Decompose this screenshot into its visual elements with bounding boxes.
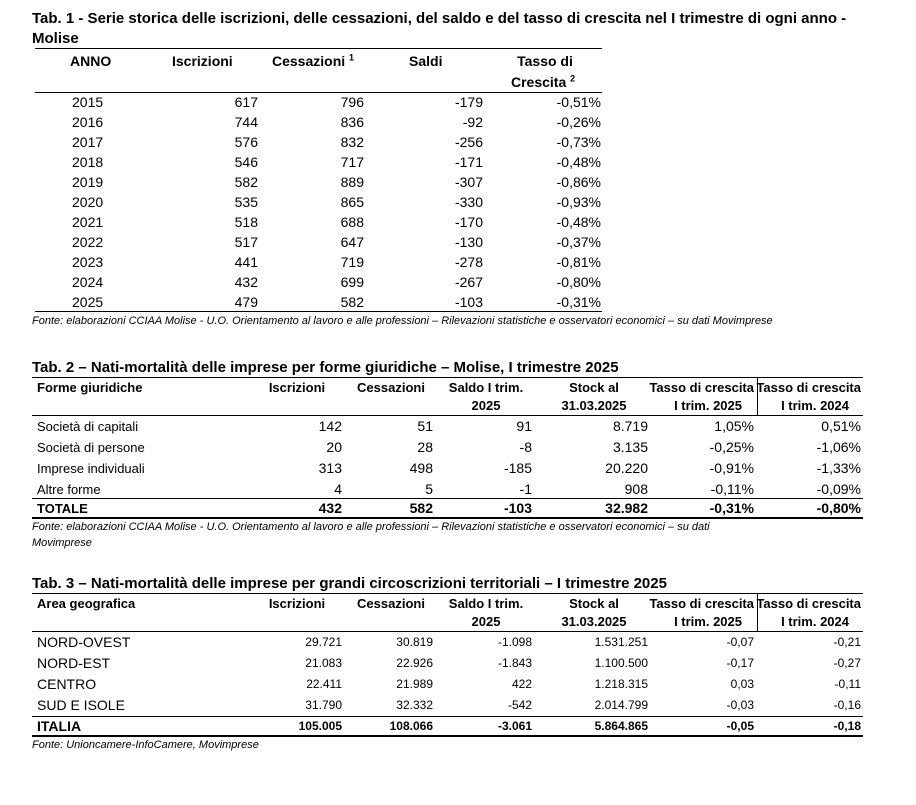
table1-cell-tasso: -0,81% bbox=[556, 254, 601, 270]
table3-header-saldo-line2: 2025 bbox=[471, 614, 501, 629]
table2-cell-tasso-2025: -0,11% bbox=[710, 481, 754, 497]
table3-cell-label: SUD E ISOLE bbox=[37, 697, 125, 713]
table2-cell-stock: 8.719 bbox=[612, 418, 648, 434]
table3-header-iscrizioni: Iscrizioni bbox=[268, 596, 326, 611]
table2-cell-label: Imprese individuali bbox=[37, 461, 145, 476]
table3-cell-cessazioni: 32.332 bbox=[396, 698, 433, 712]
table1-cell-cessazioni: 582 bbox=[340, 294, 364, 310]
table2-header-saldo-line1: Saldo I trim. bbox=[448, 380, 524, 395]
table2-header-tasso25-line1: Tasso di crescita bbox=[649, 380, 754, 395]
table1-cell-cessazioni: 717 bbox=[340, 154, 364, 170]
table3-header-tasso25-line1: Tasso di crescita bbox=[649, 596, 754, 611]
table3-cell-tasso-2024: -0,21 bbox=[833, 635, 861, 649]
table1-cell-cessazioni: 647 bbox=[340, 234, 364, 250]
table3-header-tasso24-line1: Tasso di crescita bbox=[756, 596, 861, 611]
table1-cell-saldo: -267 bbox=[454, 274, 483, 290]
table1-cell-anno: 2019 bbox=[72, 174, 104, 190]
table1-cell-tasso: -0,80% bbox=[556, 274, 601, 290]
table2-total-cessazioni: 582 bbox=[409, 500, 433, 516]
table2-header-divider bbox=[757, 378, 758, 415]
table2-top-rule bbox=[32, 377, 863, 378]
table1-cell-cessazioni: 688 bbox=[340, 214, 364, 230]
table1-cell-anno: 2022 bbox=[72, 234, 104, 250]
table1-title-line2: Molise bbox=[32, 30, 79, 47]
table2-header-saldo-line2: 2025 bbox=[471, 398, 501, 413]
table1-cell-anno: 2016 bbox=[72, 114, 104, 130]
table2-cell-tasso-2024: 0,51% bbox=[821, 418, 861, 434]
table1-cell-saldo: -103 bbox=[454, 294, 483, 310]
table3-cell-label: CENTRO bbox=[37, 676, 97, 692]
table2-cell-saldo: -8 bbox=[519, 439, 532, 455]
table1-cell-saldo: -307 bbox=[454, 174, 483, 190]
table2-cell-tasso-2024: -1,33% bbox=[816, 460, 861, 476]
table3-total-tasso-2024: -0,18 bbox=[833, 719, 861, 733]
table3-cell-stock: 2.014.799 bbox=[594, 698, 648, 712]
table2-cell-label: Società di capitali bbox=[37, 419, 139, 434]
table2-cell-cessazioni: 5 bbox=[425, 481, 433, 497]
table3-header-area: Area geografica bbox=[37, 596, 136, 611]
table3-cell-tasso-2024: -0,11 bbox=[834, 677, 861, 691]
table2-cell-iscrizioni: 20 bbox=[326, 439, 342, 455]
table1-cell-iscrizioni: 441 bbox=[234, 254, 258, 270]
table2-cell-tasso-2025: 1,05% bbox=[714, 418, 754, 434]
table1-cell-iscrizioni: 582 bbox=[234, 174, 258, 190]
table1-cell-saldo: -130 bbox=[454, 234, 483, 250]
table3-cell-cessazioni: 30.819 bbox=[396, 635, 433, 649]
table1-cell-tasso: -0,48% bbox=[556, 214, 601, 230]
table3-total-iscrizioni: 105.005 bbox=[298, 719, 342, 733]
table1-cell-cessazioni: 865 bbox=[340, 194, 364, 210]
table3-total-rule bbox=[32, 716, 863, 717]
table2-cell-iscrizioni: 142 bbox=[318, 418, 342, 434]
table3-total-label: ITALIA bbox=[37, 718, 82, 734]
table2-header-cessazioni: Cessazioni bbox=[357, 380, 425, 395]
table1-header-cessazioni bbox=[272, 51, 354, 71]
table3-cell-tasso-2025: -0,17 bbox=[726, 656, 754, 670]
table1-cell-iscrizioni: 535 bbox=[234, 194, 258, 210]
table1-cell-tasso: -0,26% bbox=[556, 114, 601, 130]
table3-cell-iscrizioni: 21.083 bbox=[305, 656, 342, 670]
table3-cell-saldo: 422 bbox=[511, 677, 532, 691]
table2-cell-label: Società di persone bbox=[37, 440, 145, 455]
table2-header-iscrizioni: Iscrizioni bbox=[268, 380, 326, 395]
table1-cell-anno: 2018 bbox=[72, 154, 104, 170]
table1-header-tasso bbox=[511, 72, 575, 92]
table1-cell-saldo: -179 bbox=[454, 94, 483, 110]
table1-cell-anno: 2015 bbox=[72, 94, 104, 110]
table1-header-cessazioni-label: Cessazioni bbox=[272, 53, 346, 69]
table3-cell-tasso-2025: -0,03 bbox=[726, 698, 754, 712]
table3-cell-tasso-2024: -0,16 bbox=[833, 698, 861, 712]
table1-cell-tasso: -0,51% bbox=[556, 94, 601, 110]
table1-header-tasso-line1: Tasso di bbox=[517, 53, 573, 69]
table1-cell-cessazioni: 832 bbox=[340, 134, 364, 150]
table2-header-forme: Forme giuridiche bbox=[37, 380, 143, 395]
table1-source: Fonte: elaborazioni CCIAA Molise - U.O. Orientamento al lavoro e alle professioni – Rilevazioni statistiche e osservatori economici – su dati Movimprese bbox=[32, 315, 773, 327]
table1-cell-anno: 2017 bbox=[72, 134, 104, 150]
table2-cell-stock: 20.220 bbox=[605, 460, 648, 476]
table2-cell-saldo: -185 bbox=[503, 460, 532, 476]
table1-title-line1: Tab. 1 - Serie storica delle iscrizioni, delle cessazioni, del saldo e del tasso di crescita nel I trimestre di ogni anno - bbox=[32, 10, 847, 27]
table1-cell-saldo: -330 bbox=[454, 194, 483, 210]
table3-header-tasso25-line2: I trim. 2025 bbox=[674, 614, 742, 629]
table3-cell-iscrizioni: 29.721 bbox=[305, 635, 342, 649]
table3-cell-cessazioni: 21.989 bbox=[396, 677, 433, 691]
table3-cell-saldo: -542 bbox=[507, 698, 532, 712]
table1-bottom-rule bbox=[35, 311, 602, 312]
table3-cell-saldo: -1.098 bbox=[497, 635, 532, 649]
table3-total-saldo: -3.061 bbox=[497, 719, 532, 733]
table1-cell-tasso: -0,37% bbox=[556, 234, 601, 250]
footnote-2-marker: 2 bbox=[570, 73, 576, 84]
table1-cell-anno: 2023 bbox=[72, 254, 104, 270]
table1-cell-anno: 2025 bbox=[72, 294, 104, 310]
table1-cell-anno: 2020 bbox=[72, 194, 104, 210]
table3-cell-cessazioni: 22.926 bbox=[396, 656, 433, 670]
table1-cell-iscrizioni: 518 bbox=[234, 214, 258, 230]
table3-total-stock: 5.864.865 bbox=[594, 719, 648, 733]
table3-total-tasso-2025: -0,05 bbox=[726, 719, 754, 733]
table1-cell-saldo: -171 bbox=[454, 154, 483, 170]
table3-cell-saldo: -1.843 bbox=[497, 656, 532, 670]
table1-cell-cessazioni: 699 bbox=[340, 274, 364, 290]
table2-cell-tasso-2024: -0,09% bbox=[816, 481, 861, 497]
table3-header-divider bbox=[757, 594, 758, 631]
table1-cell-iscrizioni: 432 bbox=[234, 274, 258, 290]
table1-cell-tasso: -0,73% bbox=[556, 134, 601, 150]
table3-header-stock-line2: 31.03.2025 bbox=[561, 614, 627, 629]
table3-cell-label: NORD-EST bbox=[37, 655, 111, 671]
table3-cell-stock: 1.531.251 bbox=[594, 635, 648, 649]
table1-cell-cessazioni: 889 bbox=[340, 174, 364, 190]
table1-cell-anno: 2024 bbox=[72, 274, 104, 290]
table3-cell-iscrizioni: 22.411 bbox=[306, 677, 342, 691]
table1-cell-cessazioni: 719 bbox=[340, 254, 364, 270]
table2-total-iscrizioni: 432 bbox=[318, 500, 342, 516]
table3-cell-tasso-2025: 0,03 bbox=[730, 677, 754, 691]
table1-cell-iscrizioni: 576 bbox=[234, 134, 258, 150]
table1-header-tasso-line2: Crescita bbox=[511, 74, 567, 90]
table3-header-stock-line1: Stock al bbox=[569, 596, 619, 611]
table1-cell-saldo: -170 bbox=[454, 214, 483, 230]
table3-cell-label: NORD-OVEST bbox=[37, 634, 131, 650]
table3-header-tasso24-line2: I trim. 2024 bbox=[781, 614, 849, 629]
table1-cell-iscrizioni: 479 bbox=[234, 294, 258, 310]
table2-total-tasso-2024: -0,80% bbox=[816, 500, 861, 516]
table2-cell-cessazioni: 498 bbox=[409, 460, 433, 476]
table3-cell-iscrizioni: 31.790 bbox=[305, 698, 342, 712]
table2-cell-cessazioni: 28 bbox=[417, 439, 433, 455]
table1-cell-saldo: -92 bbox=[462, 114, 483, 130]
table2-header-tasso25-line2: I trim. 2025 bbox=[674, 398, 742, 413]
table2-title: Tab. 2 – Nati-mortalità delle imprese per forme giuridiche – Molise, I trimestre 2025 bbox=[32, 359, 619, 376]
table3-cell-stock: 1.100.500 bbox=[594, 656, 648, 670]
table2-header-stock-line1: Stock al bbox=[569, 380, 619, 395]
table3-header-cessazioni: Cessazioni bbox=[357, 596, 425, 611]
table1-cell-saldo: -256 bbox=[454, 134, 483, 150]
table3-cell-tasso-2025: -0,07 bbox=[726, 635, 754, 649]
table2-cell-label: Altre forme bbox=[37, 482, 101, 497]
table1-cell-iscrizioni: 617 bbox=[234, 94, 258, 110]
table2-total-stock: 32.982 bbox=[605, 500, 648, 516]
table2-cell-cessazioni: 51 bbox=[417, 418, 433, 434]
table1-header-iscrizioni: Iscrizioni bbox=[172, 53, 233, 69]
table1-cell-cessazioni: 836 bbox=[340, 114, 364, 130]
table3-cell-stock: 1.218.315 bbox=[594, 677, 648, 691]
table2-cell-stock: 3.135 bbox=[612, 439, 648, 455]
table2-source-line2: Movimprese bbox=[32, 537, 92, 549]
table2-source-line1: Fonte: elaborazioni CCIAA Molise - U.O. Orientamento al lavoro e alle professioni – Rilevazioni statistiche e osservatori economici – su dati bbox=[32, 521, 710, 533]
table2-total-tasso-2025: -0,31% bbox=[709, 500, 754, 516]
table1-cell-iscrizioni: 744 bbox=[234, 114, 258, 130]
table2-header-stock-line2: 31.03.2025 bbox=[561, 398, 627, 413]
table2-total-label: TOTALE bbox=[37, 501, 88, 516]
table1-header-anno: ANNO bbox=[70, 53, 112, 69]
table2-total-saldo: -103 bbox=[503, 500, 532, 516]
table3-header-saldo-line1: Saldo I trim. bbox=[448, 596, 524, 611]
table3-total-cessazioni: 108.066 bbox=[389, 719, 433, 733]
table1-cell-anno: 2021 bbox=[72, 214, 104, 230]
table1-cell-saldo: -278 bbox=[454, 254, 483, 270]
table1-cell-cessazioni: 796 bbox=[340, 94, 364, 110]
table3-source: Fonte: Unioncamere-InfoCamere, Movimprese bbox=[32, 739, 259, 751]
table2-header-tasso24-line1: Tasso di crescita bbox=[756, 380, 861, 395]
table2-cell-tasso-2024: -1,06% bbox=[816, 439, 861, 455]
table2-header-tasso24-line2: I trim. 2024 bbox=[781, 398, 849, 413]
table2-cell-saldo: -1 bbox=[519, 481, 532, 497]
table2-cell-stock: 908 bbox=[624, 481, 648, 497]
table1-cell-tasso: -0,48% bbox=[556, 154, 601, 170]
table3-title: Tab. 3 – Nati-mortalità delle imprese per grandi circoscrizioni territoriali – I trimestre 2025 bbox=[32, 575, 667, 592]
table2-cell-iscrizioni: 313 bbox=[318, 460, 342, 476]
table3-top-rule bbox=[32, 593, 863, 594]
table2-total-rule bbox=[32, 498, 863, 499]
table2-cell-tasso-2025: -0,25% bbox=[709, 439, 754, 455]
table1-cell-tasso: -0,31% bbox=[556, 294, 601, 310]
table1-top-rule bbox=[35, 48, 602, 49]
table1-cell-tasso: -0,86% bbox=[556, 174, 601, 190]
table1-header-saldi: Saldi bbox=[409, 53, 443, 69]
footnote-1-marker: 1 bbox=[349, 52, 355, 63]
table2-cell-saldo: 91 bbox=[516, 418, 532, 434]
table1-cell-iscrizioni: 517 bbox=[234, 234, 258, 250]
table1-cell-tasso: -0,93% bbox=[556, 194, 601, 210]
table1-cell-iscrizioni: 546 bbox=[234, 154, 258, 170]
table2-cell-iscrizioni: 4 bbox=[334, 481, 342, 497]
table3-cell-tasso-2024: -0,27 bbox=[833, 656, 861, 670]
table2-cell-tasso-2025: -0,91% bbox=[709, 460, 754, 476]
